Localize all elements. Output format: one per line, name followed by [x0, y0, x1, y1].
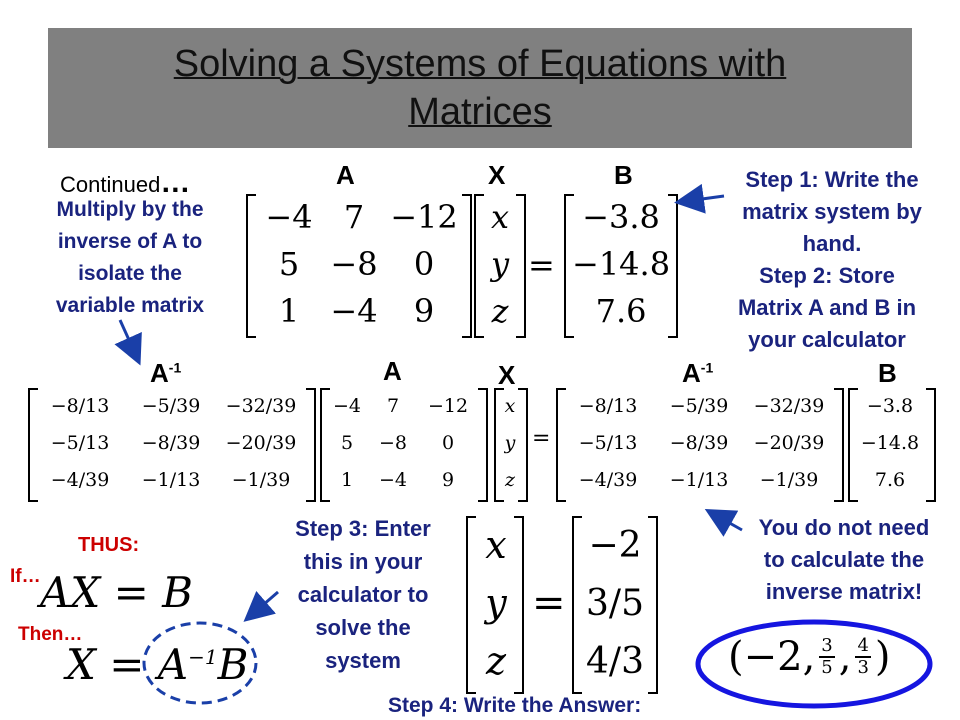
ainv2-cell: −1/39	[759, 468, 819, 491]
step3-line: Step 3: Enter	[295, 516, 431, 541]
label-b-top: B	[614, 160, 633, 190]
arrow-step1-icon	[680, 196, 724, 202]
matrix-a-cell: −12	[390, 198, 458, 237]
mid-a-cell: 0	[441, 431, 455, 454]
answer-x: −2	[743, 634, 803, 680]
sol-value-cell: −2	[588, 524, 642, 566]
matrix-b-cell: 7.6	[595, 291, 647, 330]
ainv2-cell: −20/39	[753, 431, 825, 454]
mid-a-cell: 9	[441, 468, 455, 491]
continued-text: Continued	[60, 172, 161, 197]
multiply-note-line: inverse of A to	[57, 230, 203, 253]
mid-b-cell: −3.8	[866, 395, 914, 418]
ainv-cell: −8/13	[50, 395, 110, 418]
multiply-note-line: variable matrix	[55, 294, 205, 317]
matrix-x-cell: z	[491, 291, 509, 330]
ainv-cell: −20/39	[225, 431, 297, 454]
arrow-no-need-icon	[710, 512, 742, 530]
step1-line: hand.	[802, 231, 862, 256]
mid-x-cell: y	[504, 431, 516, 454]
equals-sign-top: =	[528, 246, 555, 284]
matrix-a-cell: 7	[343, 198, 365, 237]
answer-separator: ,	[838, 634, 852, 680]
label-x-mid: X	[498, 360, 516, 390]
step1-line: matrix system by	[742, 199, 922, 224]
answer-close-paren: )	[874, 634, 891, 680]
no-need-line: You do not need	[758, 515, 930, 540]
mid-a-cell: −4	[378, 468, 407, 491]
label-b-mid: B	[878, 358, 897, 388]
title-line-1: Solving a Systems of Equations with	[173, 43, 787, 85]
equation-if: AX = B	[40, 568, 193, 617]
ainv-cell: −5/13	[50, 431, 110, 454]
mid-a-cell: −8	[378, 431, 407, 454]
answer-circle-icon	[698, 622, 930, 706]
sol-value-cell: 4/3	[586, 640, 644, 682]
ainv2-cell: −1/13	[669, 468, 729, 491]
matrix-a-cell: −4	[330, 291, 378, 330]
answer-separator: ,	[802, 634, 816, 680]
answer-y-num: 3	[821, 635, 833, 656]
step3-line: calculator to	[297, 582, 429, 607]
multiply-note-line: Multiply by the	[56, 198, 204, 221]
equation-then-rhs-base: A	[157, 640, 189, 689]
dashed-circle-icon	[144, 623, 256, 703]
matrix-x-cell: y	[490, 244, 510, 283]
if-label: If…	[10, 566, 41, 587]
ainv2-cell: −8/13	[578, 395, 638, 418]
step3-line: this in your	[303, 549, 423, 574]
ainv-cell: −8/39	[141, 431, 201, 454]
arrow-multiply-icon	[120, 320, 138, 360]
step1-line: Step 1: Write the	[745, 167, 919, 192]
sol-x-cell: y	[485, 581, 507, 625]
label-ainv2-base: A	[682, 358, 701, 388]
ainv-cell: −32/39	[225, 395, 297, 418]
answer-open-paren: (	[728, 634, 744, 680]
matrix-a-cell: 1	[278, 291, 300, 330]
matrix-b-cell: −14.8	[572, 244, 671, 283]
mid-x-cell: z	[504, 468, 515, 491]
label-a-top: A	[336, 160, 355, 190]
ainv-cell: −1/39	[231, 468, 291, 491]
mid-b-cell: 7.6	[874, 468, 906, 491]
matrix-a-cell: 9	[413, 291, 435, 330]
sol-x-cell: x	[485, 523, 507, 567]
no-need-line: inverse matrix!	[765, 579, 923, 604]
no-need-line: to calculate the	[763, 547, 925, 572]
step2-line: Step 2: Store	[759, 263, 895, 288]
ainv2-cell: −32/39	[753, 395, 825, 418]
thus-label: THUS:	[78, 534, 140, 556]
step4-text: Step 4: Write the Answer:	[388, 694, 642, 717]
matrix-a-cell: −8	[330, 244, 378, 283]
answer-z-num: 4	[857, 635, 869, 656]
step3-line: system	[325, 648, 401, 673]
step2-line: Matrix A and B in	[737, 295, 917, 320]
label-ainv-sup: -1	[168, 359, 182, 376]
equals-sign-mid: =	[532, 426, 551, 451]
matrix-a-cell: −4	[265, 198, 313, 237]
label-ainv-base: A	[150, 358, 169, 388]
step2-line: your calculator	[748, 327, 906, 352]
matrix-a-cell: 0	[413, 244, 435, 283]
ainv2-cell: −5/39	[669, 395, 729, 418]
arrow-step3-icon	[248, 592, 278, 618]
mid-a-cell: 5	[340, 431, 354, 454]
matrix-b-cell: −3.8	[582, 198, 660, 237]
equation-then-rhs-sup: −1	[188, 645, 218, 669]
ainv2-cell: −5/13	[578, 431, 638, 454]
equation-then-rhs-tail: B	[217, 640, 249, 689]
title-line-2: Matrices	[408, 91, 552, 133]
ainv2-cell: −4/39	[578, 468, 638, 491]
matrix-x-cell: x	[490, 198, 510, 237]
continued-ellipsis: …	[160, 166, 191, 199]
sol-value-cell: 3/5	[586, 582, 644, 624]
matrix-a-cell: 5	[278, 244, 300, 283]
sol-x-cell: z	[485, 639, 507, 683]
label-ainv2-sup: -1	[700, 359, 714, 376]
label-a-mid: A	[383, 356, 402, 386]
ainv-cell: −1/13	[141, 468, 201, 491]
mid-a-cell: 7	[386, 395, 400, 418]
mid-a-cell: −12	[427, 395, 469, 418]
ainv-cell: −4/39	[50, 468, 110, 491]
equation-then-lhs: X =	[66, 640, 158, 689]
mid-a-cell: −4	[332, 395, 361, 418]
mid-b-cell: −14.8	[860, 431, 920, 454]
ainv-cell: −5/39	[141, 395, 201, 418]
answer-y-den: 5	[821, 657, 833, 678]
mid-x-cell: x	[504, 395, 516, 418]
label-x-top: X	[488, 160, 506, 190]
mid-a-cell: 1	[340, 468, 354, 491]
equals-sign-bottom: =	[532, 580, 566, 626]
step3-line: solve the	[315, 615, 411, 640]
ainv2-cell: −8/39	[669, 431, 729, 454]
then-label: Then…	[18, 624, 83, 645]
answer-z-den: 3	[857, 657, 869, 678]
multiply-note-line: isolate the	[78, 262, 182, 285]
